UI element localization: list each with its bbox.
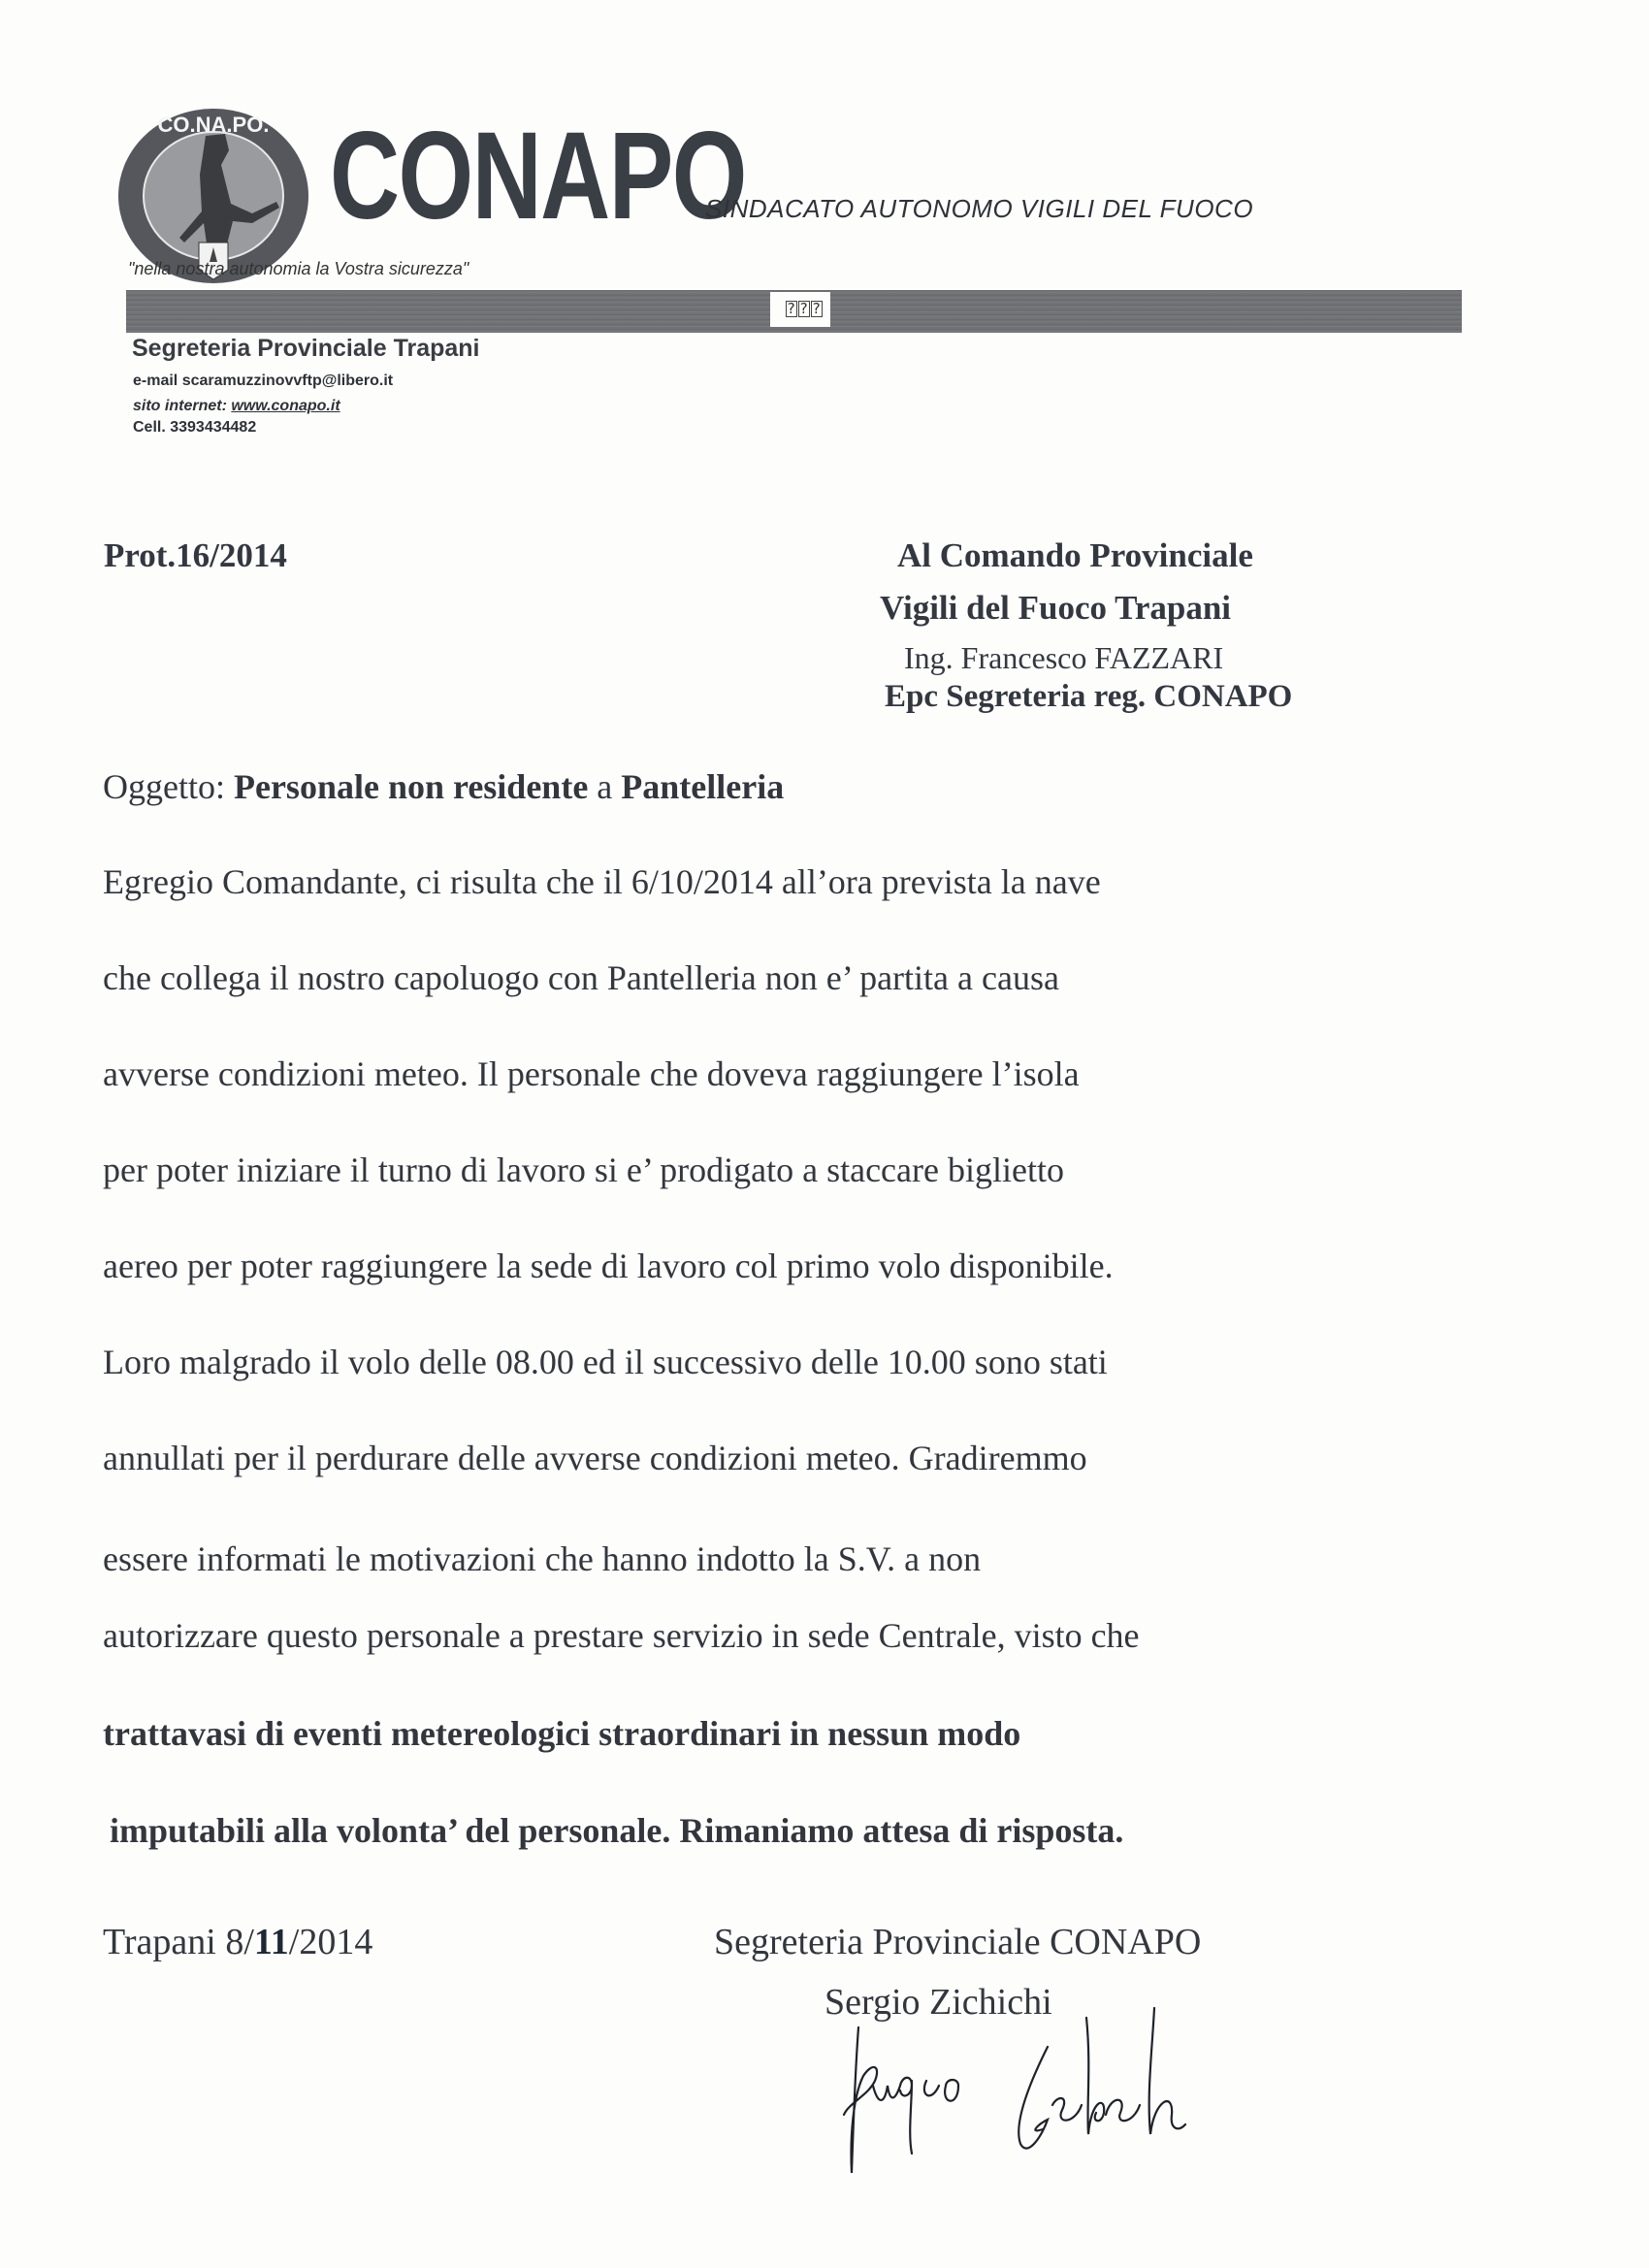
logo-ring-text: CO.NA.PO. [157, 113, 270, 137]
missing-glyph-icon [786, 300, 824, 317]
subject-text: Personale non residente [233, 767, 589, 806]
website-label: sito internet: [133, 398, 232, 414]
body-line: avverse condizioni meteo. Il personale che doveva raggiungere l’isola [103, 1054, 1080, 1093]
office-name: Segreteria Provinciale Trapani [132, 335, 480, 362]
body-line: annullati per il perdurare delle avverse condizioni meteo. Gradiremmo [103, 1439, 1087, 1477]
body-line-emphasis: trattavasi di eventi metereologici straordinari in nessun modo [103, 1714, 1021, 1753]
body-line: aereo per poter raggiungere la sede di lavoro col primo volo disponibile. [103, 1247, 1114, 1285]
recipient-line: Al Comando Provinciale [897, 536, 1253, 574]
missing-glyph-icon: ? [799, 300, 810, 317]
brand-name: CONAPO [330, 107, 746, 245]
body-line: che collega il nostro capoluogo con Pantelleria non e’ partita a causa [103, 958, 1059, 997]
missing-glyph-icon: ? [812, 300, 823, 317]
contact-email: e-mail scaramuzzinovvftp@libero.it [133, 373, 394, 389]
recipient-line: Vigili del Fuoco Trapani [880, 589, 1232, 627]
body-line-emphasis: imputabili alla volonta’ del personale. Rimaniamo attesa di risposta. [110, 1811, 1124, 1850]
contact-website [133, 398, 340, 415]
body-line: Loro malgrado il volo delle 08.00 ed il successivo delle 10.00 sono stati [103, 1343, 1108, 1381]
recipient-line: Epc Segreteria reg. CONAPO [885, 679, 1293, 714]
subject-text: a [588, 767, 622, 806]
signer-name: Sergio Zichichi [824, 1982, 1052, 2023]
subject-text: Pantelleria [621, 767, 785, 806]
body-line: autorizzare questo personale a prestare servizio in sede Centrale, visto che [103, 1616, 1140, 1655]
motto: "nella nostra autonomia la Vostra sicurezza" [128, 259, 469, 278]
subject-line [103, 766, 784, 807]
subject-label: Oggetto: [103, 767, 234, 806]
date-prefix: Trapani 8/ [103, 1922, 254, 1962]
website-link[interactable]: www.conapo.it [231, 398, 340, 414]
handwritten-signature [766, 1989, 1251, 2183]
body-line: Egregio Comandante, ci risulta che il 6/10/2014 all’ora prevista la nave [103, 862, 1101, 901]
recipient-line: Ing. Francesco FAZZARI [904, 640, 1224, 675]
date-suffix: /2014 [288, 1922, 373, 1962]
body-line: essere informati le motivazioni che hanno indotto la S.V. a non [103, 1539, 982, 1578]
body-line: per poter iniziare il turno di lavoro si e’ prodigato a staccare biglietto [103, 1150, 1064, 1189]
protocol-number: Prot.16/2014 [104, 536, 287, 574]
handwritten-month: 11 [253, 1922, 289, 1962]
signer-office: Segreteria Provinciale CONAPO [714, 1922, 1202, 1962]
missing-glyph-icon: ? [787, 300, 797, 317]
place-date [103, 1921, 372, 1963]
contact-phone: Cell. 3393434482 [133, 419, 257, 436]
union-name: SINDACATO AUTONOMO VIGILI DEL FUOCO [705, 194, 1254, 223]
